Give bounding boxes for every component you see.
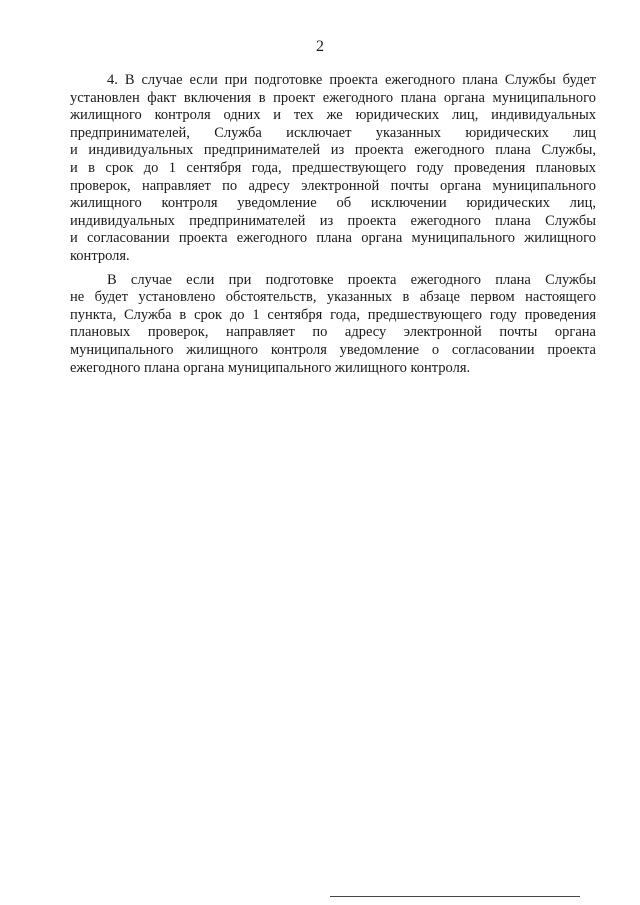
text-line: и индивидуальных предпринимателей из проекта ежегодного плана Службы, — [70, 142, 596, 159]
text-line: предпринимателей, Служба исключает указанных юридических лиц — [70, 124, 596, 141]
text-line: 4. В случае если при подготовке проекта ежегодного плана Службы будет — [107, 72, 596, 88]
paragraph-item-4-second — [70, 272, 596, 378]
text-line: индивидуальных предпринимателей из проекта ежегодного плана Службы — [70, 212, 596, 229]
paragraph-item-4 — [70, 72, 596, 266]
text-line: муниципального жилищного контроля уведомление о согласовании проекта — [70, 341, 596, 358]
document-body — [70, 72, 596, 383]
text-line: жилищного контроля одних и тех же юридических лиц, индивидуальных — [70, 107, 596, 124]
text-line: и согласовании проекта ежегодного плана органа муниципального жилищного — [70, 230, 596, 247]
text-line: ежегодного плана органа муниципального жилищного контроля. — [70, 359, 471, 376]
text-line: проверок, направляет по адресу электронной почты органа муниципального — [70, 177, 596, 194]
page-number: 2 — [316, 38, 324, 55]
text-line: пункта, Служба в срок до 1 сентября года, предшествующего году проведения — [70, 306, 596, 323]
text-line: установлен факт включения в проект ежегодного плана органа муниципального — [70, 89, 596, 106]
text-line: и в срок до 1 сентября года, предшествующего году проведения плановых — [70, 159, 596, 176]
text-line: контроля. — [70, 247, 130, 264]
text-line: В случае если при подготовке проекта ежегодного плана Службы — [107, 271, 596, 288]
footer-rule — [330, 896, 580, 897]
text-line: плановых проверок, направляет по адресу электронной почты органа — [70, 324, 596, 341]
text-line: жилищного контроля уведомление об исключении юридических лиц, — [70, 195, 596, 212]
text-line: не будет установлено обстоятельств, указанных в абзаце первом настоящего — [70, 289, 596, 306]
